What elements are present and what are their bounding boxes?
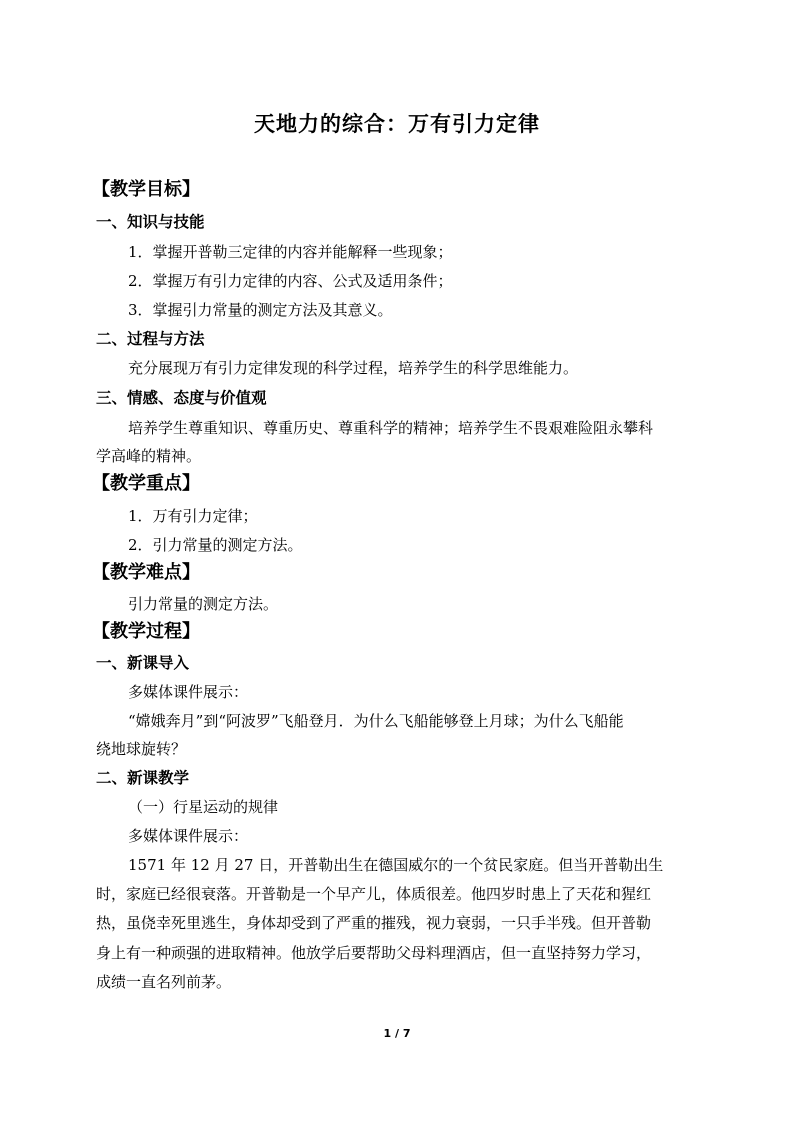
attitude-text-line-1: 培养学生尊重知识、尊重历史、尊重科学的精神；培养学生不畏艰难险阻永攀科 bbox=[128, 419, 654, 437]
media-display-2: 多媒体课件展示： bbox=[128, 827, 249, 845]
heading-teaching-process: 【教学过程】 bbox=[92, 621, 200, 642]
intro-text-line-2: 绕地球旋转？ bbox=[96, 740, 187, 758]
subheading-attitude-values: 三、情感、态度与价值观 bbox=[96, 388, 267, 407]
attitude-text-line-2: 学高峰的精神。 bbox=[96, 447, 202, 465]
key-point-1: 1．万有引力定律； bbox=[128, 507, 258, 525]
subheading-knowledge-skills: 一、知识与技能 bbox=[96, 212, 205, 231]
difficulty-text: 引力常量的测定方法。 bbox=[128, 595, 279, 613]
document-title: 天地力的综合：万有引力定律 bbox=[254, 111, 540, 136]
kepler-paragraph-line-4: 身上有一种顽强的进取精神。他放学后要帮助父母料理酒店，但一直坚持努力学习， bbox=[96, 944, 652, 962]
intro-text-line-1: “嫦娥奔月”到“阿波罗”飞船登月．为什么飞船能够登上月球；为什么飞船能 bbox=[128, 712, 624, 730]
process-methods-text: 充分展现万有引力定律发现的科学过程，培养学生的科学思维能力。 bbox=[128, 359, 579, 377]
goal-item-2: 2．掌握万有引力定律的内容、公式及适用条件； bbox=[128, 272, 453, 290]
kepler-paragraph-line-2: 时，家庭已经很衰落。开普勒是一个早产儿，体质很差。他四岁时患上了天花和猩红 bbox=[96, 885, 652, 903]
heading-teaching-goals: 【教学目标】 bbox=[92, 179, 200, 200]
heading-difficulties: 【教学难点】 bbox=[92, 562, 200, 583]
goal-item-1: 1．掌握开普勒三定律的内容并能解释一些现象； bbox=[128, 243, 453, 261]
key-point-2: 2．引力常量的测定方法。 bbox=[128, 536, 303, 554]
goal-item-3: 3．掌握引力常量的测定方法及其意义。 bbox=[128, 301, 393, 319]
kepler-paragraph-line-1: 1571 年 12 月 27 日，开普勒出生在德国威尔的一个贫民家庭。但当开普勒出生 bbox=[128, 856, 664, 874]
part-1-heading: （一）行星运动的规律 bbox=[128, 798, 279, 816]
media-display-1: 多媒体课件展示： bbox=[128, 683, 249, 701]
heading-key-points: 【教学重点】 bbox=[92, 473, 200, 494]
subheading-new-lesson-intro: 一、新课导入 bbox=[96, 653, 190, 672]
kepler-paragraph-line-5: 成绩一直名列前茅。 bbox=[96, 973, 232, 991]
subheading-new-lesson-teaching: 二、新课教学 bbox=[96, 768, 190, 787]
subheading-process-methods: 二、过程与方法 bbox=[96, 329, 205, 348]
kepler-paragraph-line-3: 热，虽侥幸死里逃生，身体却受到了严重的摧残，视力衰弱，一只手半残。但开普勒 bbox=[96, 914, 652, 932]
page-number: 1 / 7 bbox=[383, 1027, 411, 1040]
